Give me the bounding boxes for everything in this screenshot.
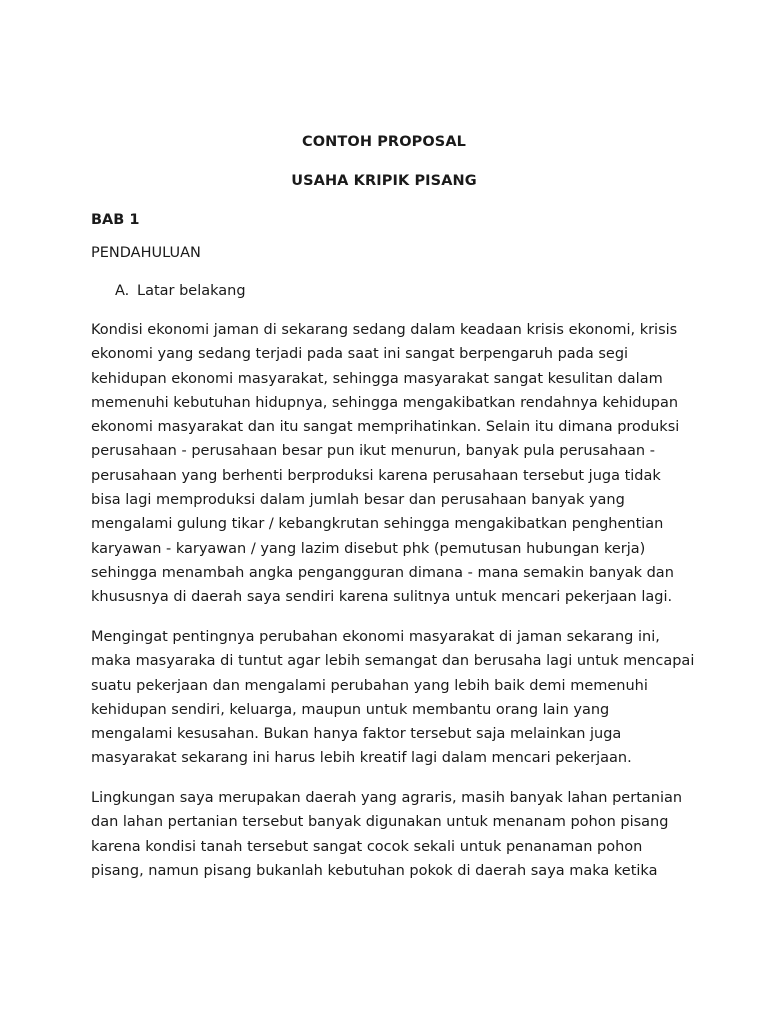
paragraph-line: maka masyaraka di tuntut agar lebih semangat dan berusaha lagi untuk mencapai: [91, 653, 695, 670]
paragraph-line: perusahaan yang berhenti berproduksi karena perusahaan tersebut juga tidak: [91, 467, 661, 484]
section-heading: [115, 283, 246, 299]
paragraph-line: Lingkungan saya merupakan daerah yang agraris, masih banyak lahan pertanian: [91, 790, 683, 806]
paragraph-line: bisa lagi memproduksi dalam jumlah besar dan perusahaan banyak yang: [91, 492, 625, 509]
paragraph-line: masyarakat sekarang ini harus lebih kreatif lagi dalam mencari pekerjaan.: [91, 750, 632, 767]
paragraph-line: kehidupan ekonomi masyarakat, sehingga masyarakat sangat kesulitan dalam: [91, 370, 663, 387]
section-label: Latar belakang: [137, 283, 246, 299]
paragraph: [91, 318, 691, 610]
paragraph-line: sehingga menambah angka pengangguran dimana - mana semakin banyak dan: [91, 564, 674, 581]
paragraph-line: ekonomi masyarakat dan itu sangat memprihatinkan. Selain itu dimana produksi: [91, 419, 680, 436]
paragraph-line: karena kondisi tanah tersebut sangat cocok sekali untuk penanaman pohon: [91, 838, 643, 855]
paragraph-line: mengalami gulung tikar / kebangkrutan sehingga mengakibatkan penghentian: [91, 516, 664, 533]
paragraph-line: ekonomi yang sedang terjadi pada saat ini sangat berpengaruh pada segi: [91, 346, 629, 363]
paragraph-line: karyawan - karyawan / yang lazim disebut phk (pemutusan hubungan kerja): [91, 540, 646, 557]
paragraph-line: pisang, namun pisang bukanlah kebutuhan pokok di daerah saya maka ketika: [91, 862, 658, 879]
paragraph: [91, 786, 691, 883]
paragraph-line: kehidupan sendiri, keluarga, maupun untuk membantu orang lain yang: [91, 701, 610, 718]
document-title: CONTOH PROPOSAL: [302, 134, 466, 150]
section-number: A.: [115, 283, 130, 299]
paragraph-line: mengalami kesusahan. Bukan hanya faktor tersebut saja melainkan juga: [91, 726, 622, 743]
paragraph-line: dan lahan pertanian tersebut banyak digunakan untuk menanam pohon pisang: [91, 814, 669, 831]
paragraph-line: perusahaan - perusahaan besar pun ikut menurun, banyak pula perusahaan -: [91, 443, 655, 460]
paragraph-line: Mengingat pentingnya perubahan ekonomi masyarakat di jaman sekarang ini,: [91, 629, 660, 645]
paragraph-line: memenuhi kebutuhan hidupnya, sehingga mengakibatkan rendahnya kehidupan: [91, 394, 679, 411]
document-subtitle: USAHA KRIPIK PISANG: [291, 173, 477, 189]
paragraph-line: khususnya di daerah saya sendiri karena sulitnya untuk mencari pekerjaan lagi.: [91, 589, 673, 606]
paragraph-line: Kondisi ekonomi jaman di sekarang sedang dalam keadaan krisis ekonomi, krisis: [91, 322, 678, 338]
chapter-number: BAB 1: [91, 212, 140, 228]
paragraph: [91, 625, 695, 771]
paragraph-line: suatu pekerjaan dan mengalami perubahan yang lebih baik demi memenuhi: [91, 677, 648, 694]
chapter-title: PENDAHULUAN: [91, 245, 201, 261]
